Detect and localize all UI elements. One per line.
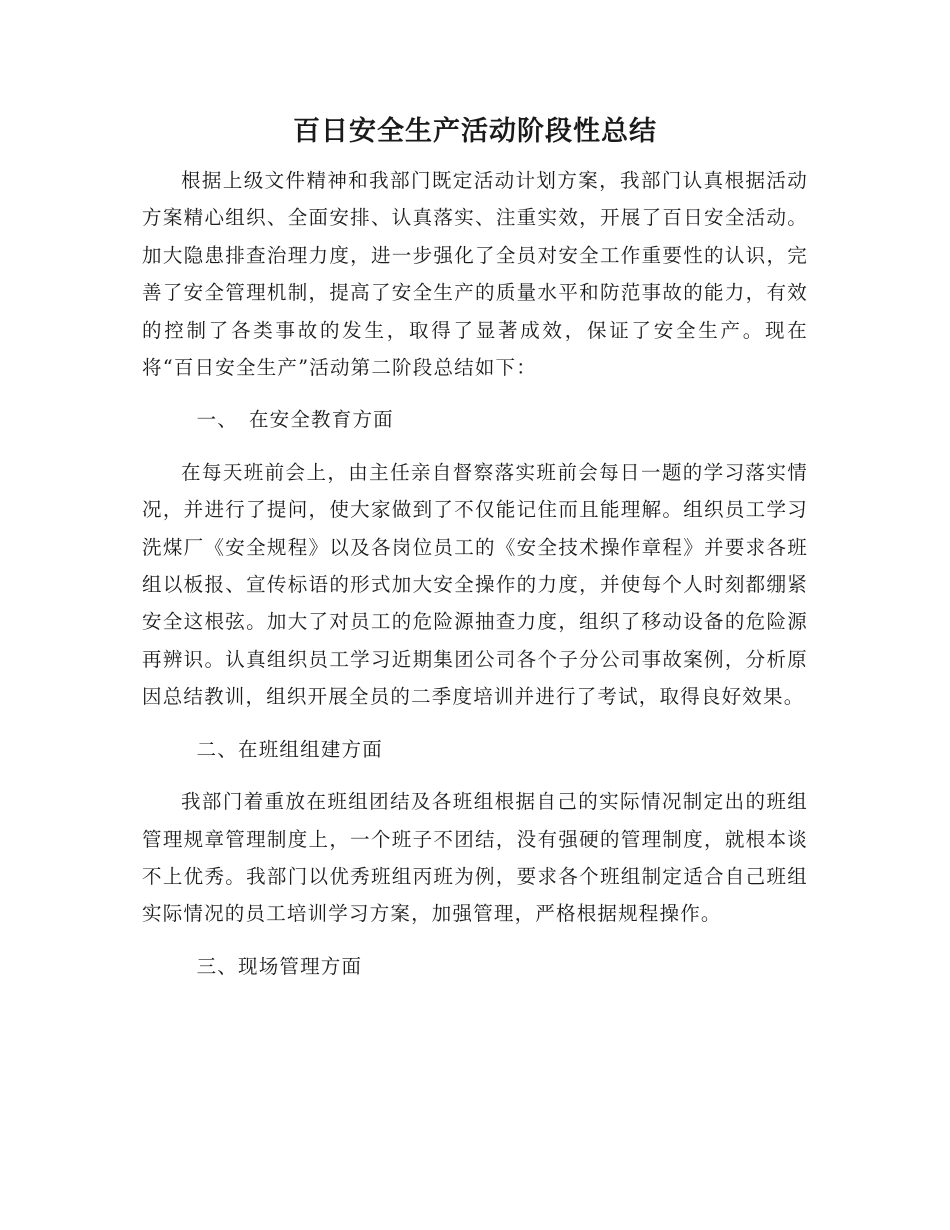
section-body-team-building: 我部门着重放在班组团结及各班组根据自己的实际情况制定出的班组管理规章管理制度上，一个班子不团结，没有强硬的管理制度，就根本谈不上优秀。我部门以优秀班组丙班为例，要求各个班组制定适合自己班组实际情况的员工培训学习方案，加强管理，严格根据规程操作。 xyxy=(142,790,808,926)
document-title: 百日安全生产活动阶段性总结 xyxy=(293,116,657,147)
section-heading-site-management: 三、现场管理方面 xyxy=(196,954,363,978)
section-heading-team-building: 二、在班组组建方面 xyxy=(196,737,383,761)
section-heading-safety-education: 一、 在安全教育方面 xyxy=(196,408,394,432)
intro-paragraph: 根据上级文件精神和我部门既定活动计划方案，我部门认真根据活动方案精心组织、全面安排、认真落实、注重实效，开展了百日安全活动。加大隐患排查治理力度，进一步强化了全员对安全工作重要性的认识，完善了安全管理机制，提高了安全生产的质量水平和防范事故的能力，有效的控制了各类事故的发生，取得了显著成效，保证了安全生产。现在将“百日安全生产”活动第二阶段总结如下： xyxy=(142,169,808,380)
document-body xyxy=(142,162,808,985)
section-body-safety-education: 在每天班前会上，由主任亲自督察落实班前会每日一题的学习落实情况，并进行了提问，使大家做到了不仅能记住而且能理解。组织员工学习洗煤厂《安全规程》以及各岗位员工的《安全技术操作章程》并要求各班组以板报、宣传标语的形式加大安全操作的力度，并使每个人时刻都绷紧安全这根弦。加大了对员工的危险源抽查力度，组织了移动设备的危险源再辨识。认真组织员工学习近期集团公司各个子分公司事故案例，分析原因总结教训，组织开展全员的二季度培训并进行了考试，取得良好效果。 xyxy=(142,460,808,709)
